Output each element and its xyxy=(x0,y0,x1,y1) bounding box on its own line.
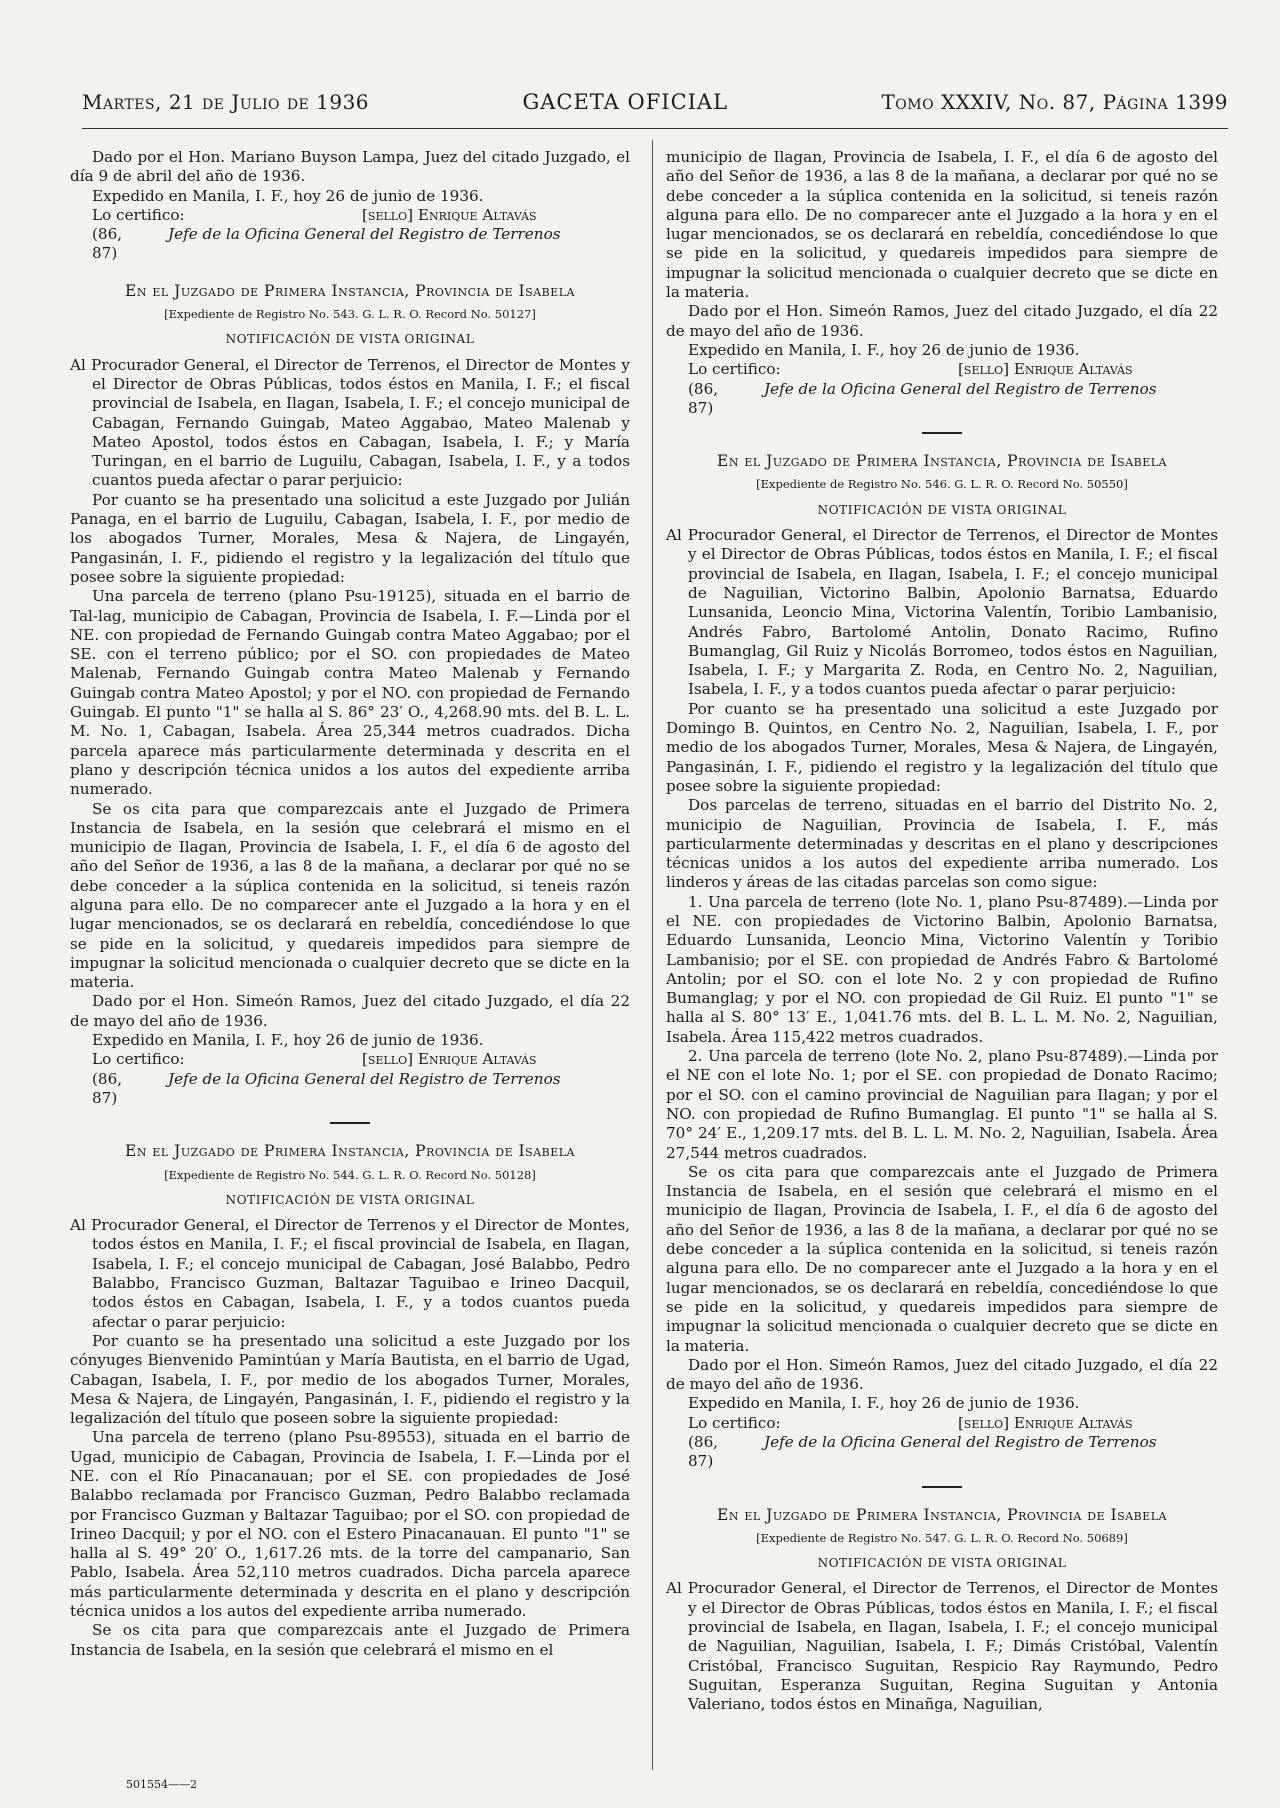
notice-expedido: Expedido en Manila, I. F., hoy 26 de junio de 1936. xyxy=(688,1394,1080,1413)
court-heading: En el Juzgado de Primera Instancia, Provincia de Isabela xyxy=(125,1142,575,1161)
notice-paragraph: Se os cita para que comparezcais ante el Juzgado de Primera Instancia de Isabela, en la sesión que celebrará el mismo en el xyxy=(70,1621,630,1659)
notice-dado: Dado por el Hon. Simeón Ramos, Juez del citado Juzgado, el día 22 de mayo del año de 1936. xyxy=(666,1355,1218,1394)
notice-dado: Dado por el Hon. Mariano Buyson Lampa, Juez del citado Juzgado, el día 9 de abril del año de 1936. xyxy=(70,148,630,186)
print-code: 501554——2 xyxy=(126,1778,197,1791)
notice-address: Al Procurador General, el Director de Terrenos y el Director de Montes, todos éstos en Manila, I. F.; el fiscal provincial de Isabela, en Ilagan, Isabela, I. F.; el concejo municipal de Cabagan, José Balabbo, Pedro Balabbo, Francisco Guzman, Baltazar Taguibao e Irineo Dacquil, todos éstos en Cabagan, Isabela, I. F., y a todos cuantos pueda afectar o parar perjuicio: xyxy=(70,1216,630,1331)
header-date: Martes, 21 de Julio de 1936 xyxy=(82,90,370,114)
notice-expedido: Expedido en Manila, I. F., hoy 26 de junio de 1936. xyxy=(688,340,1080,359)
notice-paragraph: Por cuanto se ha presentado una solicitud a este Juzgado por Domingo B. Quintos, en Centro No. 2, Naguilian, Isabela, I. F., por medio de los abogados Turner, Morales, Mesa & Najera, de Lingayén, Pangasinán, I. F., pidiendo el registro y la legalización del título que posee sobre la siguiente propiedad: xyxy=(666,699,1218,795)
expediente-line: [Expediente de Registro No. 544. G. L. R. O. Record No. 50128] xyxy=(164,1167,536,1182)
column-divider xyxy=(652,140,653,1770)
notice-paragraph: municipio de Ilagan, Provincia de Isabela, I. F., el día 6 de agosto del año del Señor de 1936, a las 8 de la mañana, a declarar por qué no se debe conceder a la súplica contenida en la solicitud, si teneis razón alguna para ello. De no comparecer ante el Juzgado a la hora y en el lugar mencionados, se os declarará en rebeldía, concediéndose lo que se pide en la solicitud, y quedareis impedidos para siempre de impugnar la solicitud mencionada o cualquier decreto que se dicte en la materia. xyxy=(666,148,1218,302)
signatory-office: Jefe de la Oficina General del Registro de Terrenos xyxy=(168,225,561,244)
notice-dado: Dado por el Hon. Simeón Ramos, Juez del citado Juzgado, el día 22 de mayo del año de 1936. xyxy=(70,992,630,1030)
expediente-line: [Expediente de Registro No. 546. G. L. R. O. Record No. 50550] xyxy=(756,477,1128,492)
notice-title: NOTIFICACIÓN DE VISTA ORIGINAL xyxy=(225,1192,475,1207)
notice-paragraph: Una parcela de terreno (plano Psu-19125), situada en el barrio de Tal-lag, municipio de Cabagan, Provincia de Isabela, I. F.—Linda por el NE. con propiedad de Fernando Guingab contra Mateo Aggabao; por el SE. con el terreno público; por el SO. con propiedades de Mateo Malenab, Fernando Guingab contra Mateo Malenab y Fernando Guingab contra Mateo Apostol; y por el NO. con propiedad de Fernando Guingab. El punto "1" se halla al S. 86° 23′ O., 4,268.90 mts. del B. L. L. M. No. 1, Cabagan, Isabela. Área 25,344 metros cuadrados. Dicha parcela aparece más particularmente determinada y descrita en el plano y descripción técnica unidos a los autos del expediente arriba numerado. xyxy=(70,587,630,799)
section-separator xyxy=(922,432,962,434)
notice-address: Al Procurador General, el Director de Terrenos, el Director de Montes y el Director de Obras Públicas, todos éstos en Manila, I. F.; el fiscal provincial de Isabela, en Ilagan, Isabela, I. F.; el concejo municipal de Cabagan, Fernando Guingab, Mateo Aggabao, Mateo Malenab y Mateo Apostol, todos éstos en Cabagan, Isabela, I. F.; y María Turingan, en el barrio de Luguilu, Cabagan, Isabela, I. F., y a todos cuantos pueda afectar o parar perjuicio: xyxy=(70,355,630,490)
section-separator xyxy=(330,1122,370,1124)
notice-paragraph: Dos parcelas de terreno, situadas en el barrio del Distrito No. 2, municipio de Naguilian, Provincia de Isabela, I. F., más particularmente determinadas y descritas en el plano y descripciones técnicas unidos a los autos del expediente arriba numerado. Los linderos y áreas de las citadas parcelas son como sigue: xyxy=(666,796,1218,892)
court-heading: En el Juzgado de Primera Instancia, Provincia de Isabela xyxy=(125,281,575,300)
certification-row xyxy=(70,1050,630,1069)
issue-numbers: (86, 87) xyxy=(688,379,719,417)
signature-row xyxy=(666,380,1218,419)
notice-paragraph: Se os cita para que comparezcais ante el Juzgado de Primera Instancia de Isabela, en el sesión que celebrará el mismo en el municipio de Ilagan, Provincia de Isabela, I. F., el día 6 de agosto del año del Señor de 1936, a las 8 de la mañana, a declarar por qué no se debe conceder a la súplica contenida en la solicitud, si teneis razón alguna para ello. De no comparecer ante el Juzgado a la hora y en el lugar mencionados, se os declarará en rebeldía, concediéndose lo que se pide en la solicitud, y quedareis impedidos para siempre de impugnar la solicitud mencionada o cualquier decreto que se dicte en la materia. xyxy=(666,1162,1218,1355)
court-heading: En el Juzgado de Primera Instancia, Provincia de Isabela xyxy=(717,1505,1167,1524)
notice-paragraph: Por cuanto se ha presentado una solicitud a este Juzgado por los cónyuges Bienvenido Pamintúan y María Bautista, en el barrio de Ugad, Cabagan, Isabela, I. F., por medio de los abogados Turner, Morales, Mesa & Najera, de Lingayén, Pangasinán, I. F., pidiendo el registro y la legalización del título que poseen sobre la siguiente propiedad: xyxy=(70,1331,630,1428)
section-separator xyxy=(922,1486,962,1488)
signatory-office: Jefe de la Oficina General del Registro de Terrenos xyxy=(168,1069,561,1088)
notice-expedido: Expedido en Manila, I. F., hoy 26 de junio de 1936. xyxy=(92,1031,484,1050)
issue-numbers: (86, 87) xyxy=(92,1069,123,1107)
seal-signature: [sello] Enrique Altavás xyxy=(362,205,537,224)
notice-expedido: Expedido en Manila, I. F., hoy 26 de junio de 1936. xyxy=(92,186,484,205)
expediente-line: [Expediente de Registro No. 547. G. L. R. O. Record No. 50689] xyxy=(756,1530,1128,1545)
notice-title: NOTIFICACIÓN DE VISTA ORIGINAL xyxy=(817,1556,1067,1571)
header-rule xyxy=(82,128,1228,129)
signature-row xyxy=(70,225,630,264)
notice-dado: Dado por el Hon. Simeón Ramos, Juez del citado Juzgado, el día 22 de mayo del año de 1936. xyxy=(666,302,1218,340)
certification-row xyxy=(70,206,630,225)
signature-row xyxy=(70,1070,630,1109)
right-column xyxy=(666,148,1218,1715)
notice-paragraph: 1. Una parcela de terreno (lote No. 1, plano Psu-87489).—Linda por el NE. con propiedades de Victorino Balbin, Apolonio Barnatsa, Eduardo Lunsanida, Leoncio Mina, Victorino Valentín y Toribio Lambanisio; por el SE. con propiedad de Andrés Fabro & Bartolomé Antolin; por el SO. con el lote No. 2 y con propiedad de Rufino Bumanglag; y por el NO. con propiedad de Gil Ruiz. El punto "1" se halla al S. 80° 13′ E., 1,041.76 mts. del B. L. L. M. No. 2, Naguilian, Isabela. Área 115,422 metros cuadrados. xyxy=(666,892,1218,1046)
notice-title: NOTIFICACIÓN DE VISTA ORIGINAL xyxy=(817,502,1067,517)
seal-signature: [sello] Enrique Altavás xyxy=(362,1050,537,1069)
notice-paragraph: Una parcela de terreno (plano Psu-89553), situada en el barrio de Ugad, municipio de Cabagan, Provincia de Isabela, I. F.—Linda por el NE. con el Río Pinacanauan; por el SE. con propiedades de José Balabbo reclamada por Francisco Guzman, Pedro Balabbo reclamada por Francisco Guzman y Baltazar Taguibao; por el SO. con propiedad de Irineo Dacquil; y por el NO. con el Estero Pinacanauan. El punto "1" se halla al S. 49° 20′ O., 1,617.26 mts. de la torre del campanario, San Pablo, Isabela. Área 52,110 metros cuadrados. Dicha parcela aparece más particularmente determinada y descrita en el plano y descripción técnica unidos a los autos del expediente arriba numerado. xyxy=(70,1428,630,1621)
left-column xyxy=(70,148,630,1660)
seal-signature: [sello] Enrique Altavás xyxy=(958,1413,1133,1432)
header-volume-page: Tomo XXXIV, No. 87, Página 1399 xyxy=(881,90,1228,114)
seal-signature: [sello] Enrique Altavás xyxy=(958,360,1133,379)
expediente-line: [Expediente de Registro No. 543. G. L. R. O. Record No. 50127] xyxy=(164,307,536,322)
notice-address: Al Procurador General, el Director de Terrenos, el Director de Montes y el Director de Obras Públicas, todos éstos en Manila, I. F.; el fiscal provincial de Isabela, en Ilagan, Isabela, I. F.; el concejo municipal de Naguilian, Naguilian, Isabela, I. F.; Dimás Cristóbal, Valentín Cristóbal, Francisco Suguitan, Respicio Ray Raymundo, Pedro Suguitan, Esperanza Suguitan, Regina Suguitan y Antonia Valeriano, todos éstos en Minañga, Naguilian, xyxy=(666,1579,1218,1714)
signatory-office: Jefe de la Oficina General del Registro de Terrenos xyxy=(764,379,1157,398)
page-header xyxy=(82,90,1228,130)
issue-numbers: (86, 87) xyxy=(688,1433,719,1471)
header-title: GACETA OFICIAL xyxy=(522,90,729,114)
certifico-label: Lo certifico: xyxy=(92,205,185,224)
certifico-label: Lo certifico: xyxy=(92,1050,185,1069)
certification-row xyxy=(666,360,1218,379)
notice-paragraph: Por cuanto se ha presentado una solicitud a este Juzgado por Julián Panaga, en el barrio de Luguilu, Cabagan, Isabela, I. F., por medio de los abogados Turner, Morales, Mesa & Najera, de Lingayén, Pangasinán, I. F., pidiendo el registro y la legalización del título que posee sobre la siguiente propiedad: xyxy=(70,490,630,586)
notice-paragraph: Se os cita para que comparezcais ante el Juzgado de Primera Instancia de Isabela, en la sesión que celebrará el mismo en el municipio de Ilagan, Provincia de Isabela, I. F., el día 6 de agosto del año del Señor de 1936, a las 8 de la mañana, a declarar por qué no se debe conceder a la súplica contenida en la solicitud, si teneis razón alguna para ello. De no comparecer ante el Juzgado a la hora y en el lugar mencionados, se os declarará en rebeldía, concediéndose lo que se pide en la solicitud, y quedareis impedidos para siempre de impugnar la solicitud mencionada o cualquier decreto que se dicte en la materia. xyxy=(70,799,630,992)
certifico-label: Lo certifico: xyxy=(688,360,781,379)
issue-numbers: (86, 87) xyxy=(92,225,123,263)
signature-row xyxy=(666,1433,1218,1472)
notice-paragraph: 2. Una parcela de terreno (lote No. 2, plano Psu-87489).—Linda por el NE con el lote No. 1; por el SE. con propiedad de Donato Racimo; por el SO. con el camino provincial de Naguilian para Ilagan; y por el NO. con propiedad de Rufino Bumanglag. El punto "1" se halla al S. 70° 24′ E., 1,209.17 mts. del B. L. L. M. No. 2, Naguilian, Isabela. Área 27,544 metros cuadrados. xyxy=(666,1047,1218,1162)
notice-address: Al Procurador General, el Director de Terrenos, el Director de Montes y el Director de Obras Públicas, todos éstos en Manila, I. F.; el fiscal provincial de Isabela, en Ilagan, Isabela, I. F.; el concejo municipal de Naguilian, Victorino Balbin, Apolonio Barnatsa, Eduardo Lunsanida, Leoncio Mina, Victorina Valentín, Toribio Lambanisio, Andrés Fabro, Bartolomé Antolin, Donato Racimo, Rufino Bumanglag, Gil Ruiz y Nicolás Borromeo, todos éstos en Naguilian, Isabela, I. F.; y Margarita Z. Roda, en Centro No. 2, Naguilian, Isabela, I. F., y a todos cuantos pueda afectar o parar perjuicio: xyxy=(666,526,1218,699)
court-heading: En el Juzgado de Primera Instancia, Provincia de Isabela xyxy=(717,452,1167,471)
notice-title: NOTIFICACIÓN DE VISTA ORIGINAL xyxy=(225,332,475,347)
certifico-label: Lo certifico: xyxy=(688,1413,781,1432)
signatory-office: Jefe de la Oficina General del Registro de Terrenos xyxy=(764,1433,1157,1451)
certification-row xyxy=(666,1414,1218,1433)
